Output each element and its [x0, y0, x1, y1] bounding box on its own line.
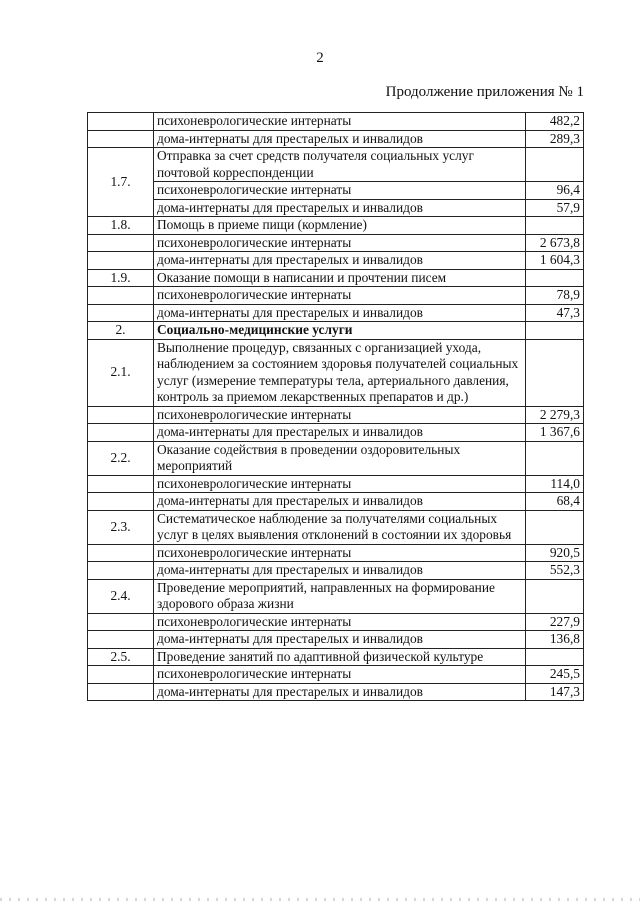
table-row [88, 406, 584, 424]
table-row [88, 544, 584, 562]
tariff-value-cell: 920,5 [526, 544, 584, 562]
tariff-value-cell [526, 441, 584, 475]
table-row [88, 339, 584, 406]
tariff-value-cell [526, 217, 584, 235]
tariff-value-cell: 1 604,3 [526, 252, 584, 270]
service-name-cell: дома-интернаты для престарелых и инвалидов [154, 130, 526, 148]
tariff-value-cell: 1 367,6 [526, 424, 584, 442]
service-name-cell: дома-интернаты для престарелых и инвалидов [154, 631, 526, 649]
item-number-cell [88, 304, 154, 322]
item-number-cell [88, 424, 154, 442]
service-name-cell: дома-интернаты для престарелых и инвалидов [154, 683, 526, 701]
services-tariff-table [87, 112, 584, 701]
tariff-value-cell: 2 279,3 [526, 406, 584, 424]
tariff-value-cell: 147,3 [526, 683, 584, 701]
tariff-value-cell: 289,3 [526, 130, 584, 148]
tariff-value-cell: 114,0 [526, 475, 584, 493]
scan-edge-artifact [0, 898, 640, 901]
item-number-cell: 2. [88, 322, 154, 340]
tariff-value-cell: 245,5 [526, 666, 584, 684]
service-name-cell: психоневрологические интернаты [154, 666, 526, 684]
item-number-cell [88, 493, 154, 511]
page-number: 2 [316, 50, 324, 66]
table-row [88, 613, 584, 631]
service-name-cell: психоневрологические интернаты [154, 113, 526, 131]
service-name-cell: дома-интернаты для престарелых и инвалидов [154, 493, 526, 511]
item-number-cell: 2.4. [88, 579, 154, 613]
item-number-cell [88, 631, 154, 649]
section-title-cell: Социально-медицинские услуги [154, 322, 526, 340]
tariff-value-cell: 2 673,8 [526, 234, 584, 252]
tariff-value-cell: 47,3 [526, 304, 584, 322]
service-name-cell: психоневрологические интернаты [154, 234, 526, 252]
service-name-cell: Оказание содействия в проведении оздоровительных мероприятий [154, 441, 526, 475]
service-name-cell: дома-интернаты для престарелых и инвалидов [154, 199, 526, 217]
table-row [88, 510, 584, 544]
service-name-cell: Отправка за счет средств получателя социальных услуг почтовой корреспонденции [154, 148, 526, 182]
tariff-value-cell: 482,2 [526, 113, 584, 131]
table-row [88, 683, 584, 701]
service-name-cell: дома-интернаты для престарелых и инвалидов [154, 252, 526, 270]
service-name-cell: дома-интернаты для престарелых и инвалидов [154, 304, 526, 322]
table-row [88, 322, 584, 340]
service-name-cell: психоневрологические интернаты [154, 544, 526, 562]
item-number-cell: 2.1. [88, 339, 154, 406]
service-name-cell: дома-интернаты для престарелых и инвалидов [154, 562, 526, 580]
tariff-value-cell: 552,3 [526, 562, 584, 580]
tariff-value-cell [526, 510, 584, 544]
table-row [88, 424, 584, 442]
item-number-cell [88, 475, 154, 493]
service-name-cell: Проведение занятий по адаптивной физической культуре [154, 648, 526, 666]
table-row [88, 648, 584, 666]
table-row [88, 287, 584, 305]
table-row [88, 631, 584, 649]
service-name-cell: дома-интернаты для престарелых и инвалидов [154, 424, 526, 442]
item-number-cell [88, 287, 154, 305]
service-name-cell: Выполнение процедур, связанных с организацией ухода, наблюдением за состоянием здоровья получателей социальных услуг (измерение температуры тела, артериального давления, контроль за приемом лекарственных препаратов и др.) [154, 339, 526, 406]
service-name-cell: психоневрологические интернаты [154, 613, 526, 631]
tariff-value-cell [526, 579, 584, 613]
service-name-cell: психоневрологические интернаты [154, 406, 526, 424]
tariff-value-cell: 57,9 [526, 199, 584, 217]
item-number-cell [88, 252, 154, 270]
table-row [88, 579, 584, 613]
table-row [88, 130, 584, 148]
tariff-value-cell [526, 339, 584, 406]
tariff-value-cell: 78,9 [526, 287, 584, 305]
table-row [88, 269, 584, 287]
service-name-cell: Проведение мероприятий, направленных на формирование здорового образа жизни [154, 579, 526, 613]
table-row [88, 666, 584, 684]
tariff-value-cell: 96,4 [526, 182, 584, 200]
table-row [88, 234, 584, 252]
item-number-cell [88, 130, 154, 148]
item-number-cell: 1.8. [88, 217, 154, 235]
item-number-cell: 1.7. [88, 148, 154, 217]
table-row [88, 475, 584, 493]
table-row [88, 441, 584, 475]
service-name-cell: психоневрологические интернаты [154, 475, 526, 493]
service-name-cell: Оказание помощи в написании и прочтении писем [154, 269, 526, 287]
tariff-value-cell: 136,8 [526, 631, 584, 649]
table-row [88, 113, 584, 131]
table-row [88, 217, 584, 235]
service-name-cell: психоневрологические интернаты [154, 182, 526, 200]
item-number-cell [88, 234, 154, 252]
tariff-value-cell: 68,4 [526, 493, 584, 511]
table-row [88, 304, 584, 322]
tariff-value-cell [526, 322, 584, 340]
item-number-cell: 2.5. [88, 648, 154, 666]
table-row [88, 199, 584, 217]
appendix-continuation-note: Продолжение приложения № 1 [385, 84, 584, 100]
item-number-cell: 1.9. [88, 269, 154, 287]
item-number-cell [88, 666, 154, 684]
item-number-cell [88, 562, 154, 580]
services-table-body [88, 113, 584, 701]
table-row [88, 493, 584, 511]
item-number-cell: 2.2. [88, 441, 154, 475]
item-number-cell [88, 544, 154, 562]
item-number-cell [88, 683, 154, 701]
service-name-cell: психоневрологические интернаты [154, 287, 526, 305]
tariff-value-cell [526, 148, 584, 182]
service-name-cell: Систематическое наблюдение за получателями социальных услуг в целях выявления отклонений в состоянии их здоровья [154, 510, 526, 544]
table-row [88, 182, 584, 200]
tariff-value-cell [526, 269, 584, 287]
table-row [88, 562, 584, 580]
table-row [88, 148, 584, 182]
item-number-cell [88, 113, 154, 131]
item-number-cell [88, 613, 154, 631]
tariff-value-cell [526, 648, 584, 666]
service-name-cell: Помощь в приеме пищи (кормление) [154, 217, 526, 235]
item-number-cell: 2.3. [88, 510, 154, 544]
table-row [88, 252, 584, 270]
item-number-cell [88, 406, 154, 424]
tariff-value-cell: 227,9 [526, 613, 584, 631]
